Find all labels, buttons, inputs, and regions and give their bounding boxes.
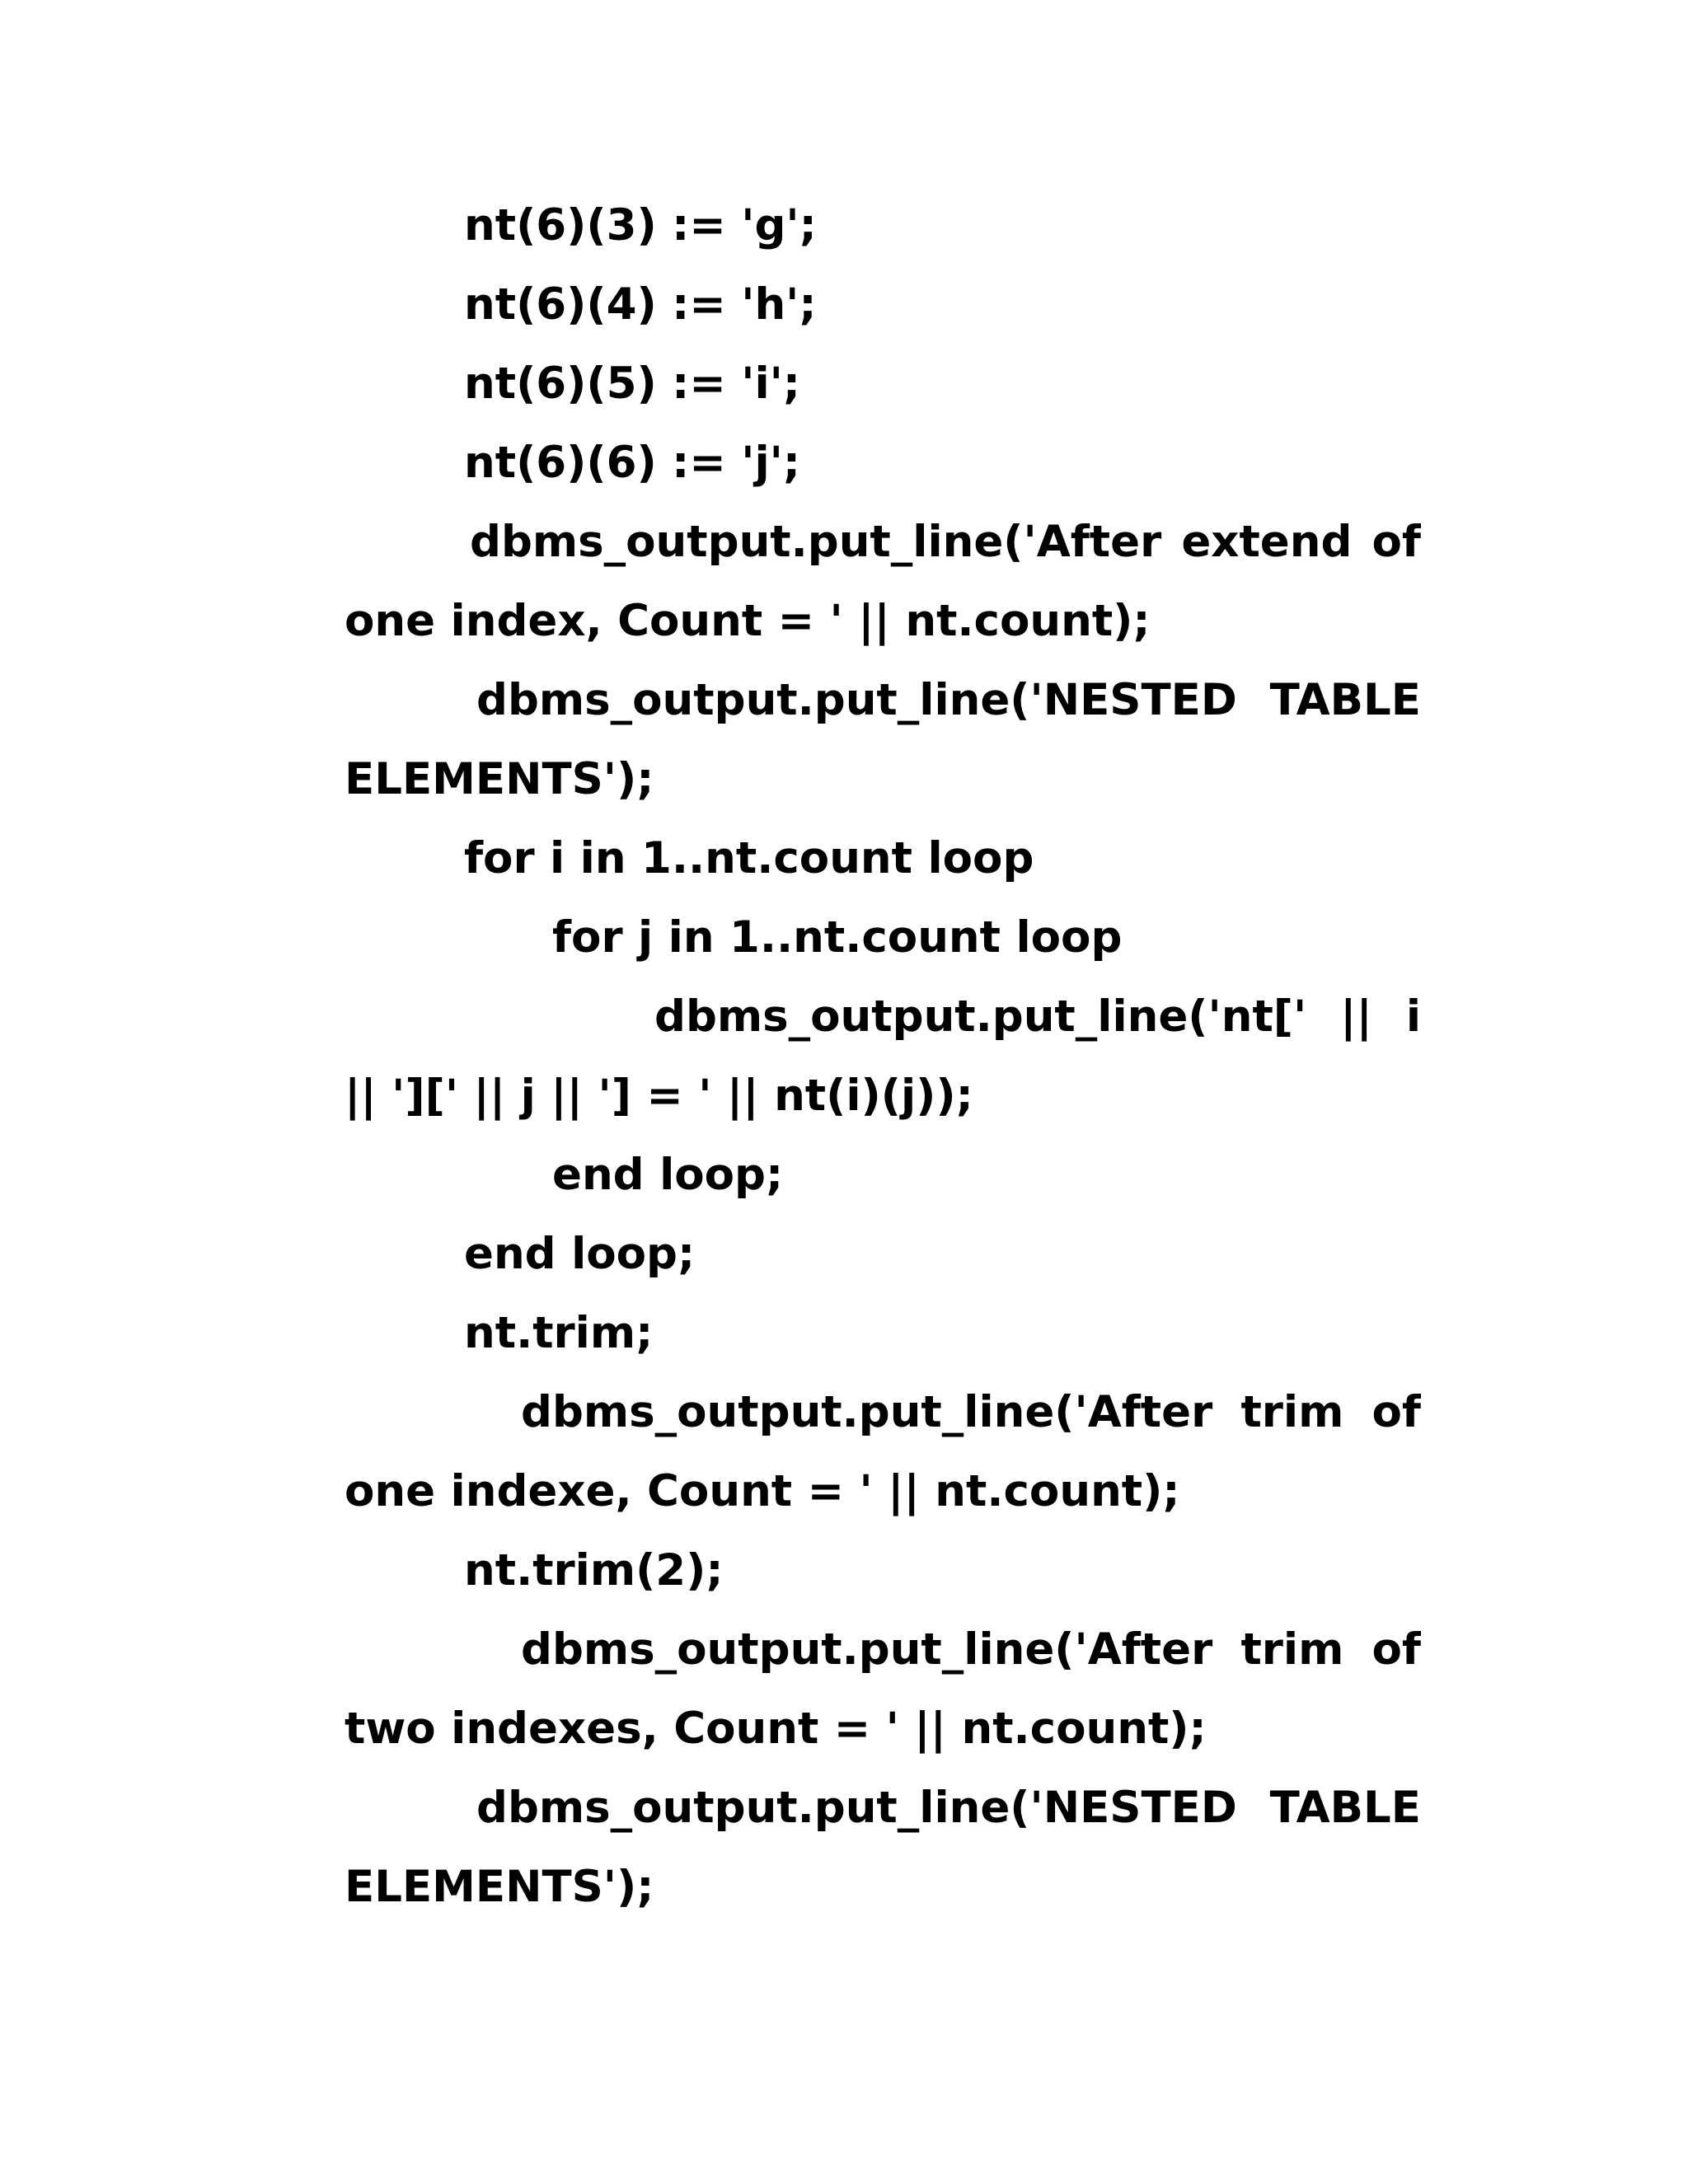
code-word: dbms_output.put_line('nt[' <box>654 991 1307 1042</box>
code-line <box>345 503 1421 582</box>
code-line: end loop; <box>552 1150 784 1200</box>
code-line: || '][' || j || '] = ' || nt(i)(j)); <box>345 1071 973 1121</box>
code-line: end loop; <box>464 1229 696 1279</box>
code-line: nt.trim(2); <box>464 1545 724 1596</box>
code-line: ELEMENTS'); <box>345 1862 654 1912</box>
code-line: two indexes, Count = ' || nt.count); <box>345 1704 1207 1754</box>
code-word: dbms_output.put_line('After <box>521 1624 1213 1675</box>
code-word: of <box>1372 517 1421 567</box>
code-word: of <box>1372 1387 1421 1437</box>
code-line <box>345 661 1421 740</box>
code-line: one indexe, Count = ' || nt.count); <box>345 1466 1180 1516</box>
code-line: nt(6)(3) := 'g'; <box>464 200 817 251</box>
code-word: of <box>1372 1624 1421 1675</box>
code-line: nt(6)(5) := 'i'; <box>464 359 801 409</box>
code-word: trim <box>1240 1624 1344 1675</box>
code-line: for j in 1..nt.count loop <box>552 912 1123 963</box>
code-word: dbms_output.put_line('After <box>521 1387 1213 1437</box>
code-line <box>345 1769 1421 1848</box>
code-line <box>345 977 1421 1057</box>
code-word: dbms_output.put_line('NESTED <box>476 675 1237 725</box>
code-line: nt(6)(6) := 'j'; <box>464 438 801 488</box>
code-line: nt(6)(4) := 'h'; <box>464 279 817 330</box>
code-word: TABLE <box>1269 675 1421 725</box>
code-word: dbms_output.put_line('NESTED <box>476 1783 1237 1833</box>
code-line: nt.trim; <box>464 1308 654 1358</box>
code-word: TABLE <box>1269 1783 1421 1833</box>
code-word: i <box>1405 991 1421 1042</box>
code-line <box>345 1373 1421 1452</box>
code-word: extend <box>1181 517 1353 567</box>
code-word: trim <box>1240 1387 1344 1437</box>
code-line: for i in 1..nt.count loop <box>464 833 1034 883</box>
code-line <box>345 1610 1421 1690</box>
code-line: one index, Count = ' || nt.count); <box>345 596 1151 646</box>
code-line: ELEMENTS'); <box>345 754 654 804</box>
code-word: || <box>1340 991 1372 1042</box>
code-word: dbms_output.put_line('After <box>470 517 1162 567</box>
